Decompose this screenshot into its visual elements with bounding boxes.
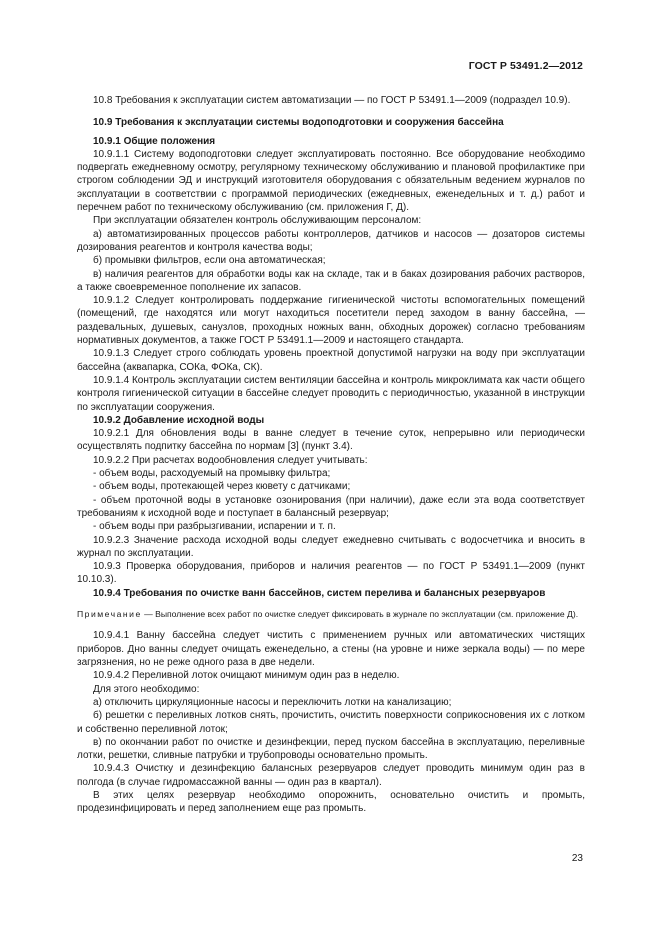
- paragraph-steps-intro: Для этого необходимо:: [93, 683, 200, 695]
- subsection-heading-10-9-4: 10.9.4 Требования по очистке ванн бассейнов, систем перелива и балансных резервуаров: [93, 587, 546, 599]
- list-item-c: в) наличия реагентов для обработки воды как на складе, так и в баках дозирования рабочих растворов, а также своевременное пополнение их запасов.: [77, 268, 585, 293]
- step-item-a: а) отключить циркуляционные насосы и переключить лотки на канализацию;: [93, 696, 452, 708]
- paragraph-10-9-2-1: 10.9.2.1 Для обновления воды в ванне следует в течение суток, непрерывно или периодически осуществлять подпитку бассейна по нормам [3] (пункт 3.4).: [77, 428, 585, 453]
- step-item-c: в) по окончании работ по очистке и дезинфекции, перед пуском бассейна в эксплуатацию, переливные лотки, решетки, сливные патрубки и трубопроводы основательно промыть.: [77, 736, 585, 762]
- document-body: [77, 94, 585, 816]
- paragraph-10-9-2-3: 10.9.2.3 Значение расхода исходной воды следует ежедневно считывать с водосчетчика и вносить в журнал по эксплуатации.: [77, 534, 585, 559]
- paragraph-10-9-4-1: 10.9.4.1 Ванну бассейна следует чистить с применением ручных или автоматических чистящих приборов. Дно ванны следует очищать еженедельно, а стены (на уровне и ниже зеркала воды) — по мере загрязнения, но не реже одного раза в две недели.: [77, 630, 585, 669]
- note-label: Примечание: [77, 608, 142, 619]
- page-number: 23: [571, 853, 583, 864]
- paragraph-10-9-2-2: 10.9.2.2 При расчетах водообновления следует учитывать:: [93, 454, 368, 466]
- subsection-heading-10-9-1: 10.9.1 Общие положения: [93, 135, 216, 147]
- paragraph-10-9-1-2: 10.9.1.2 Следует контролировать поддержание гигиенической чистоты вспомогательных помещений (помещений, где находятся или могут находиться посетители перед заходом в ванну бассейна, — раздевальных, душевых, санузлов, проходных ножных ванн, обходных дорожек) согласно требованиям нормативных документов, а также ГОСТ Р 53491.1—2009 и настоящего стандарта.: [77, 295, 585, 347]
- subsection-heading-10-9-2: 10.9.2 Добавление исходной воды: [93, 414, 265, 426]
- paragraph-10-9-3: 10.9.3 Проверка оборудования, приборов и наличия реагентов — по ГОСТ Р 53491.1—2009 (пункт 10.10.3).: [77, 561, 585, 586]
- note-text: — Выполнение всех работ по очистке следует фиксировать в журнале по эксплуатации (см. приложение Д).: [141, 608, 579, 619]
- paragraph-10-9-1-1: 10.9.1.1 Систему водоподготовки следует эксплуатировать постоянно. Все оборудование необходимо подвергать ежедневному осмотру, регулярному техническому обслуживанию и плановой профилактике при строгом соблюдении ЭД и инструкций изготовителя оборудования с обязательным ведением журналов по эксплуатации в соответствии с программой периодических (ежедневных, еженедельных и т. д.) работ и перечнем работ по техническому обслуживанию (см. приложения Г, Д).: [77, 148, 585, 214]
- list-item-dash-3: - объем проточной воды в установке озонирования (при наличии), даже если эта вода соответствует требованиям к исходной воде и поступает в балансный резервуар;: [77, 494, 585, 519]
- paragraph-reservoir-cleaning: В этих целях резервуар необходимо опорожнить, основательно очистить и промыть, продезинфицировать и перед заполнением еще раз промыть.: [77, 790, 585, 815]
- paragraph-10-9-4-2: 10.9.4.2 Переливной лоток очищают минимум один раз в неделю.: [93, 670, 400, 682]
- paragraph-10-8: 10.8 Требования к эксплуатации систем автоматизации — по ГОСТ Р 53491.1—2009 (подраздел 10.9).: [93, 95, 571, 106]
- step-item-b: б) решетки с переливных лотков снять, прочистить, очистить поверхности соприкосновения их с лотком и собственно переливной лоток;: [77, 710, 585, 735]
- document-header: ГОСТ Р 53491.2—2012: [468, 60, 583, 72]
- paragraph-10-9-4-3: 10.9.4.3 Очистку и дезинфекцию балансных резервуаров следует проводить минимум один раз в полгода (в случае гидромассажной ванны — один раз в квартал).: [77, 763, 585, 788]
- list-item-a: а) автоматизированных процессов работы контроллеров, датчиков и насосов — дозаторов системы дозирования реагентов и контроля качества воды;: [77, 228, 585, 253]
- paragraph-10-9-1-3: 10.9.1.3 Следует строго соблюдать уровень проектной допустимой нагрузки на воду при эксплуатации бассейна (аквапарка, СОКа, ФОКа, СК).: [77, 348, 585, 373]
- list-item-dash-1: - объем воды, расходуемый на промывку фильтра;: [93, 468, 331, 480]
- paragraph-control-intro: При эксплуатации обязателен контроль обслуживающим персоналом:: [93, 215, 422, 227]
- list-item-dash-4: - объем воды при разбрызгивании, испарении и т. п.: [93, 521, 336, 533]
- list-item-dash-2: - объем воды, протекающей через кювету с датчиками;: [93, 481, 351, 493]
- section-heading-10-9: 10.9 Требования к эксплуатации системы водоподготовки и сооружения бассейна: [93, 117, 504, 129]
- list-item-b: б) промывки фильтров, если она автоматическая;: [93, 255, 326, 267]
- paragraph-10-9-1-4: 10.9.1.4 Контроль эксплуатации систем вентиляции бассейна и контроль микроклимата как части общего контроля гигиенической ситуации в бассейне следует проводить с периодичностью, указанной в инструкции по эксплуатации сооружения.: [77, 374, 585, 413]
- note: [77, 609, 585, 621]
